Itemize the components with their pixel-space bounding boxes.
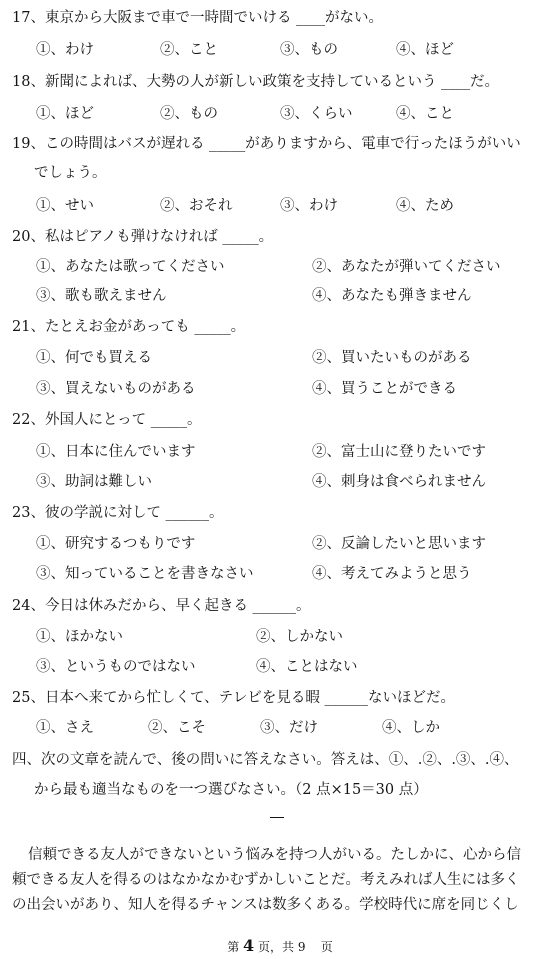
question-23-option-3[interactable]: ③、知っていることを書きなさい — [36, 566, 254, 582]
question-18-option-1[interactable]: ①、ほど — [36, 106, 94, 122]
page-number: 4 — [243, 936, 255, 955]
question-22-option-2[interactable]: ②、富士山に登りたいです — [312, 444, 486, 460]
question-21-option-1[interactable]: ①、何でも買える — [36, 350, 152, 366]
question-24-option-2[interactable]: ②、しかない — [256, 629, 343, 645]
page-total: 9 — [297, 940, 306, 954]
footer-suffix: 页 — [320, 940, 333, 954]
question-17-option-2[interactable]: ②、こと — [160, 42, 218, 58]
page-footer — [0, 936, 560, 955]
question-18-text: 18、新聞によれば、大勢の人が新しい政策を支持しているという ____だ。 — [12, 74, 500, 90]
question-19-option-4[interactable]: ④、ため — [396, 198, 454, 214]
section-4-instruction-line-1: 四、次の文章を読んで、後の問いに答えなさい。答えは、①、.②、.③、.④、 — [12, 752, 519, 768]
question-23-option-2[interactable]: ②、反論したいと思います — [312, 536, 486, 552]
question-22-option-1[interactable]: ①、日本に住んでいます — [36, 444, 196, 460]
question-17-option-4[interactable]: ④、ほど — [396, 42, 454, 58]
passage-line-2: 頼できる友人を得るのはなかなかむずかしいことだ。考えみれば人生には多く — [12, 872, 520, 888]
question-20-option-2[interactable]: ②、あなたが弾いてください — [312, 259, 501, 275]
question-20-text: 20、私はピアノも弾けなければ _____。 — [12, 229, 274, 245]
question-23-option-1[interactable]: ①、研究するつもりです — [36, 536, 196, 552]
question-17-option-1[interactable]: ①、わけ — [36, 42, 94, 58]
question-17-option-3[interactable]: ③、もの — [280, 42, 338, 58]
question-24-text: 24、今日は休みだから、早く起きる ______。 — [12, 598, 311, 614]
question-20-option-3[interactable]: ③、歌も歌えません — [36, 288, 167, 304]
section-divider — [270, 817, 284, 818]
question-21-text: 21、たとえお金があっても _____。 — [12, 319, 246, 335]
question-19-text-continued: でしょう。 — [34, 165, 107, 181]
question-20-option-4[interactable]: ④、あなたも弾きません — [312, 288, 472, 304]
question-23-option-4[interactable]: ④、考えてみようと思う — [312, 566, 472, 582]
question-25-option-3[interactable]: ③、だけ — [260, 720, 318, 736]
question-25-option-2[interactable]: ②、こそ — [148, 720, 206, 736]
question-19-option-3[interactable]: ③、わけ — [280, 198, 338, 214]
passage-line-3: の出会いがあり、知人を得るチャンスは数多くある。学校時代に席を同じくし — [12, 897, 519, 913]
question-23-text: 23、彼の学説に対して ______。 — [12, 505, 224, 521]
question-24-option-3[interactable]: ③、というものではない — [36, 659, 196, 675]
section-4-instruction-line-2: から最も適当なものを一つ選びなさい。（2 点×15＝30 点） — [34, 782, 428, 798]
question-18-option-4[interactable]: ④、こと — [396, 106, 454, 122]
question-20-option-1[interactable]: ①、あなたは歌ってください — [36, 259, 225, 275]
question-25-option-1[interactable]: ①、さえ — [36, 720, 94, 736]
question-19-option-2[interactable]: ②、おそれ — [160, 198, 233, 214]
question-22-option-3[interactable]: ③、助詞は難しい — [36, 474, 152, 490]
question-24-option-4[interactable]: ④、ことはない — [256, 659, 358, 675]
question-22-text: 22、外国人にとって _____。 — [12, 412, 202, 428]
footer-middle: 页，共 — [258, 940, 295, 954]
question-25-option-4[interactable]: ④、しか — [382, 720, 440, 736]
question-18-option-3[interactable]: ③、くらい — [280, 106, 353, 122]
question-21-option-2[interactable]: ②、買いたいものがある — [312, 350, 472, 366]
question-19-option-1[interactable]: ①、せい — [36, 198, 94, 214]
question-24-option-1[interactable]: ①、ほかない — [36, 629, 123, 645]
question-19-text: 19、この時間はバスが遅れる _____がありますから、電車で行ったほうがいい — [12, 136, 521, 152]
question-18-option-2[interactable]: ②、もの — [160, 106, 218, 122]
question-17-text: 17、東京から大阪まで車で一時間でいける ____がない。 — [12, 10, 384, 26]
passage — [12, 843, 552, 918]
question-25-text: 25、日本へ来てから忙しくて、テレビを見る暇 ______ないほどだ。 — [12, 690, 455, 706]
footer-prefix: 第 — [227, 940, 240, 954]
question-21-option-4[interactable]: ④、買うことができる — [312, 381, 457, 397]
question-21-option-3[interactable]: ③、買えないものがある — [36, 381, 196, 397]
passage-line-1: 信頼できる友人ができないという悩みを持つ人がいる。たしかに、心から信 — [28, 847, 521, 863]
question-22-option-4[interactable]: ④、刺身は食べられません — [312, 474, 486, 490]
